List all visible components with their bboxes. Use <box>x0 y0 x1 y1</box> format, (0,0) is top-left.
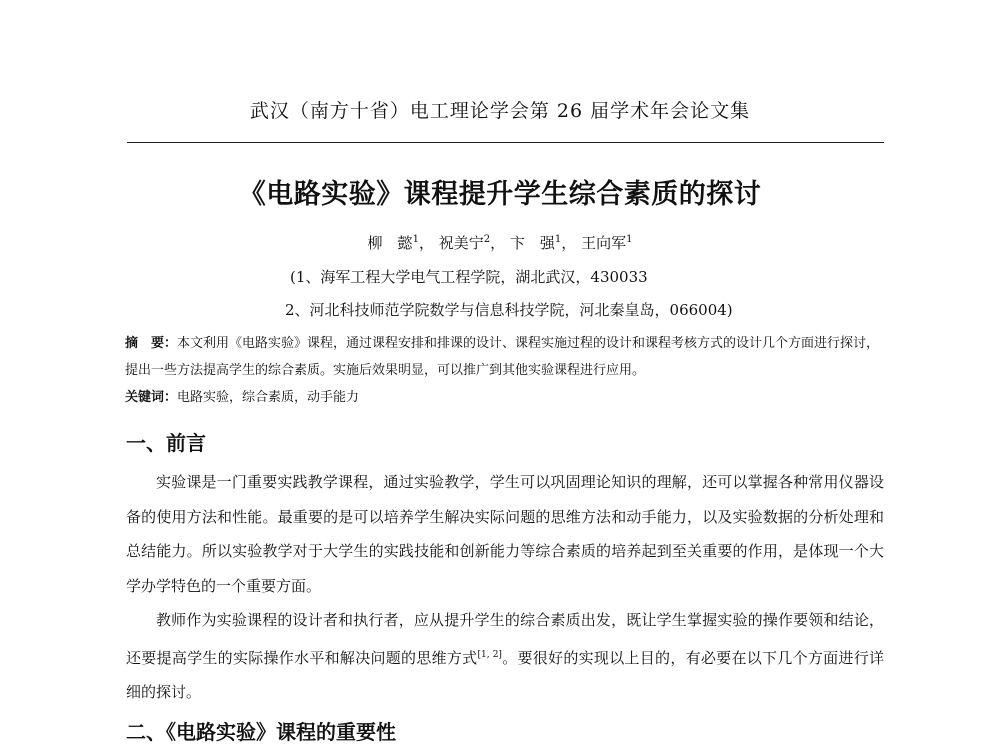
paper-title: 《电路实验》课程提升学生综合素质的探讨 <box>238 179 762 210</box>
paragraph: 实验课是一门重要实践教学课程，通过实验教学，学生可以巩固理论知识的理解，还可以掌握各种常用仪器设备的使用方法和性能。最重要的是可以培养学生解决实际问题的思维方法和动手能力，以及实验数据的分析处理和总结能力。所以实验教学对于大学生的实践技能和创新能力等综合素质的培养起到至关重要的作用，是体现一个大学办学特色的一个重要方面。 <box>126 473 884 595</box>
keywords-label: 关键词： <box>125 390 178 405</box>
author-name: 祝美宁 <box>438 234 484 252</box>
author-name: 柳 懿 <box>367 234 413 252</box>
author-affiliation-mark: 2 <box>483 234 491 245</box>
author-list: 柳 懿$^1$， 祝美宁$^2$， 卞 强$^1$， 王向军$^1$ <box>367 234 633 252</box>
header-divider <box>127 142 884 143</box>
section-heading-introduction: 一、前言 <box>126 431 206 455</box>
keywords-text: 电路实验，综合素质，动手能力 <box>177 390 360 405</box>
author-affiliation-mark: 1 <box>554 234 562 245</box>
paragraph <box>126 603 884 710</box>
section-heading-importance: 二、《电路实验》课程的重要性 <box>126 720 396 744</box>
abstract <box>125 330 885 384</box>
affiliation-2: 2、河北科技师范学院数学与信息科技学院，河北秦皇岛，066004) <box>285 301 733 319</box>
paragraph-text: 。要很好的实现以上目的，有必要在以下几个方面进行详细的探讨。 <box>126 648 884 701</box>
author-affiliation-mark: 1 <box>626 234 633 245</box>
affiliation-1: (1、海军工程大学电气工程学院，湖北武汉，430033 <box>290 268 648 286</box>
abstract-label: 摘 要： <box>125 336 178 351</box>
author-affiliation-mark: 1 <box>412 234 419 245</box>
paragraph-text: 教师作为实验课程的设计者和执行者，应从提升学生的综合素质出发，既让学生掌握实验的操作要领和结论，还要提高学生的实际操作水平和解决问题的思维方式 <box>126 611 884 667</box>
keywords <box>125 386 359 405</box>
proceedings-header: 武汉（南方十省）电工理论学会第 26 届学术年会论文集 <box>249 100 751 122</box>
author-name: 卞 强 <box>509 234 555 252</box>
citation: [1, 2] <box>477 649 502 660</box>
author-name: 王向军 <box>581 234 627 252</box>
abstract-text: 本文利用《电路实验》课程，通过课程安排和排课的设计、课程实施过程的设计和课程考核方式的设计几个方面进行探讨，提出一些方法提高学生的综合素质。实施后效果明显，可以推广到其他实验课程进行应用。 <box>125 336 880 378</box>
